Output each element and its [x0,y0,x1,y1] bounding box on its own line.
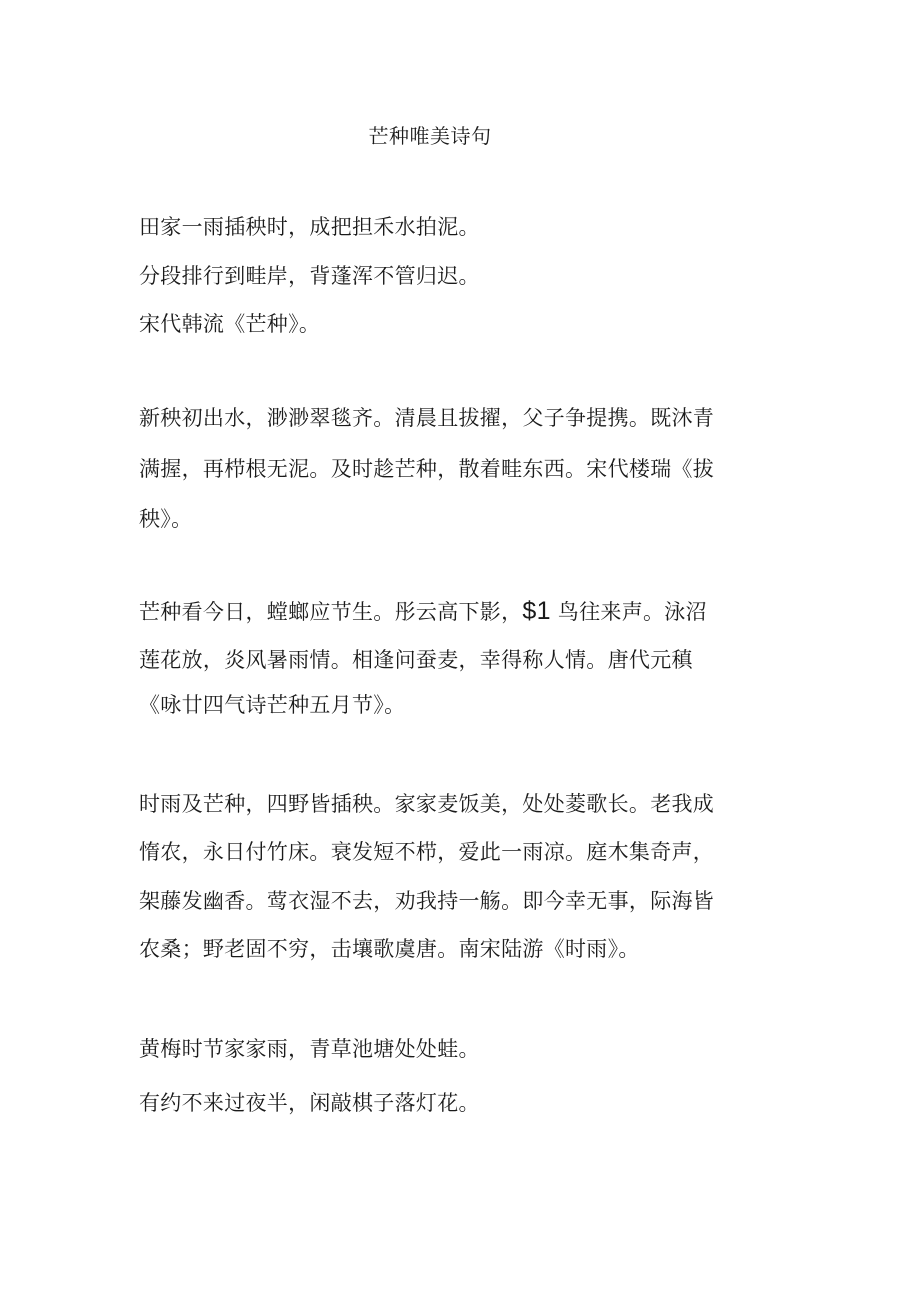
poem2-line2: 满握，再栉根无泥。及时趁芒种，散着畦东西。宋代楼瑞《拔 [139,457,715,481]
poem5-line1: 黄梅时节家家雨，青草池塘处处蛙。 [139,1037,480,1061]
poem3-line1 [139,596,707,627]
poem4-line2: 惰农，永日付竹床。衰发短不栉，爱此一雨凉。庭木集奇声， [139,840,715,864]
poem3-line1-part2: 鸟往来声。泳沼 [550,600,707,624]
poem4-line1: 时雨及芒种，四野皆插秧。家家麦饭美，处处菱歌长。老我成 [139,792,715,816]
poem2-line3: 秧》。 [139,507,193,531]
poem1-source: 宋代韩流《芒种》。 [139,312,321,336]
poem2-line1: 新秧初出水，渺渺翠毯齐。清晨且拔擢，父子争提携。既沐青 [139,406,715,430]
poem5-line2: 有约不来过夜半，闲敲棋子落灯花。 [139,1091,480,1115]
poem3-line1-part1: 芒种看今日，螳螂应节生。彤云高下影， [139,600,523,624]
poem3-line3: 《咏廿四气诗芒种五月节》。 [139,693,406,717]
poem4-line3: 架藤发幽香。莺衣湿不去，劝我持一觞。即今幸无事，际海皆 [139,889,715,913]
poem1-line2: 分段排行到畦岸，背蓬浑不管归迟。 [139,264,480,288]
poem1-line1: 田家一雨插秧时，成把担禾水拍泥。 [139,215,480,239]
poem3-line2: 莲花放，炎风暑雨情。相逢问蚕麦，幸得称人情。唐代元稹 [139,648,693,672]
document-title: 芒种唯美诗句 [368,124,492,148]
poem4-line4: 农桑；野老固不穷，击壤歌虞唐。南宋陆游《时雨》。 [139,937,640,961]
placeholder-symbol: $1 [522,597,551,625]
